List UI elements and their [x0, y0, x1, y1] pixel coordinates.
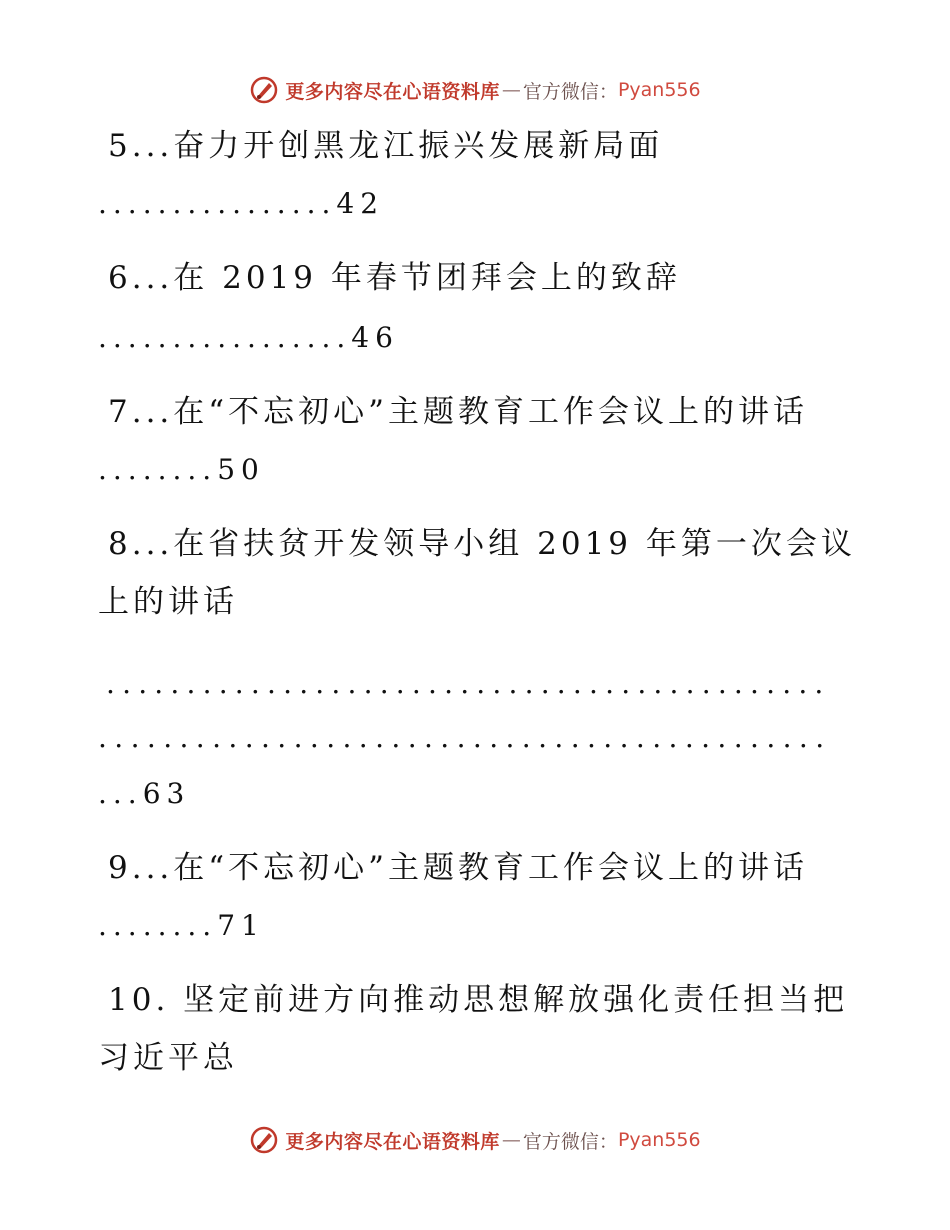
- toc-item-8-leader-3: ...63: [98, 777, 191, 810]
- official-label: 官方微信：: [522, 80, 618, 103]
- toc-item-6-leader: .................46: [98, 321, 399, 354]
- toc-item-8-leader-2: .............................................: [98, 721, 832, 754]
- toc-item-7-leader: ........50: [98, 453, 265, 486]
- banner-separator: —: [501, 1129, 521, 1151]
- brand-text: 更多内容尽在心语资料库: [285, 1130, 500, 1153]
- toc-item-7-title[interactable]: 7...在“不忘初心”主题教育工作会议上的讲话: [108, 394, 808, 430]
- toc-item-9-leader: ........71: [98, 909, 265, 942]
- toc-item-5-title[interactable]: 5...奋力开创黑龙江振兴发展新局面: [108, 128, 664, 164]
- toc-item-8-title-cont[interactable]: 上的讲话: [98, 584, 238, 620]
- toc-item-8-title[interactable]: 8...在省扶贫开发领导小组 2019 年第一次会议: [108, 526, 856, 562]
- wechat-id: Pyan556: [617, 79, 701, 101]
- header-watermark: [0, 70, 950, 110]
- official-label: 官方微信：: [522, 1130, 618, 1153]
- toc-item-10-title-cont[interactable]: 习近平总: [98, 1040, 238, 1076]
- brand-text: 更多内容尽在心语资料库: [285, 80, 500, 103]
- toc-item-9-title[interactable]: 9...在“不忘初心”主题教育工作会议上的讲话: [108, 850, 808, 886]
- toc-item-6-title[interactable]: 6...在 2019 年春节团拜会上的致辞: [108, 260, 681, 296]
- wechat-id: Pyan556: [617, 1129, 701, 1151]
- footer-watermark: [0, 1120, 950, 1160]
- toc-item-10-title[interactable]: 10. 坚定前进方向推动思想解放强化责任担当把: [108, 982, 849, 1018]
- toc-item-5-leader: ................42: [98, 187, 385, 220]
- brand-logo-icon: [249, 1125, 279, 1155]
- banner-separator: —: [501, 79, 521, 101]
- brand-logo-icon: [249, 75, 279, 105]
- toc-item-8-leader-1: .............................................: [106, 667, 831, 700]
